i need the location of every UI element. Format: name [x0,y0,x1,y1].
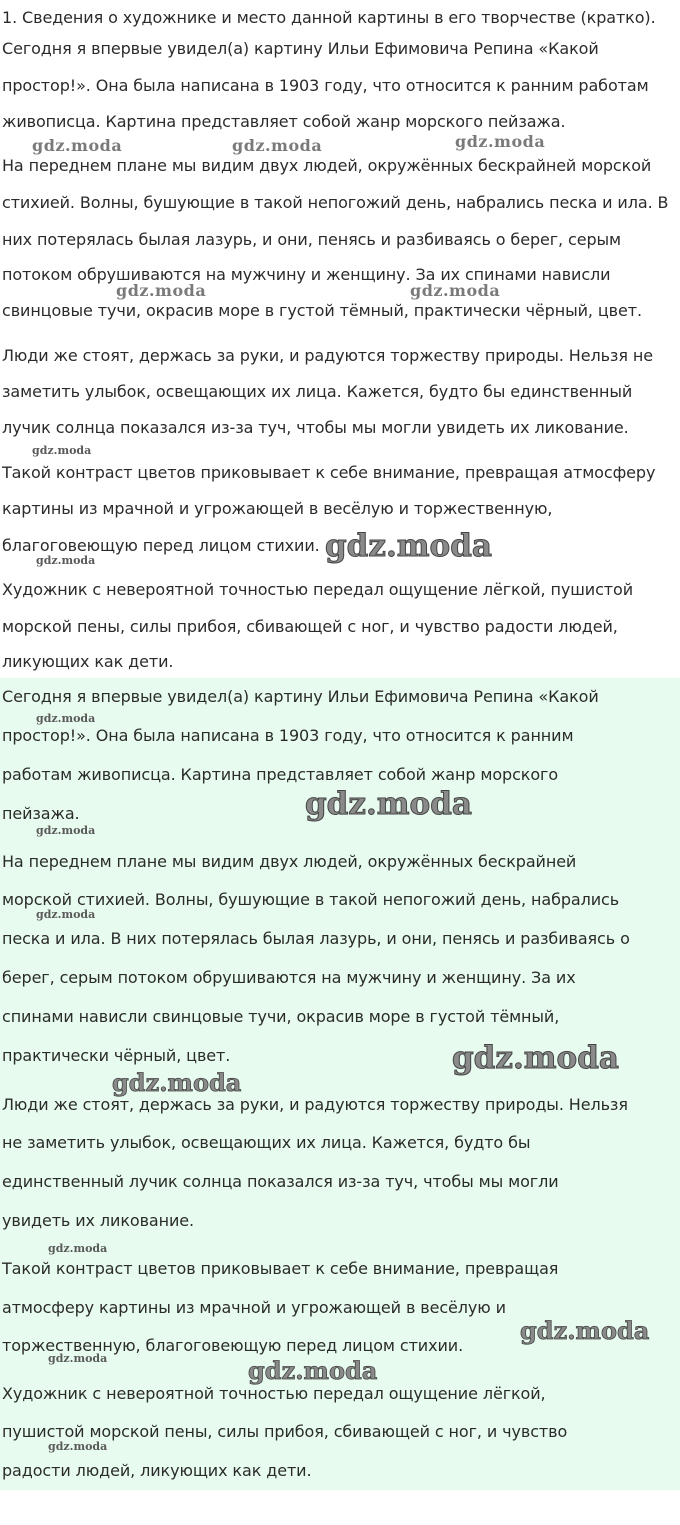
watermark: gdz.moda [32,444,92,457]
answer-line: На переднем плане мы видим двух людей, окружённых бескрайней морской [2,156,652,175]
watermark: gdz.moda [305,786,472,822]
watermark: gdz.moda [36,554,96,567]
highlighted-line: радости людей, ликующих как дети. [2,1461,312,1480]
answer-heading: 1. Сведения о художнике и место данной картины в его творчестве (кратко). [2,8,656,27]
answer-line: Сегодня я впервые увидел(а) картину Ильи Ефимовича Репина «Какой [2,39,599,58]
answer-line: ликующих как дети. [2,652,174,671]
highlighted-line: Художник с невероятной точностью передал ощущение лёгкой, [2,1384,546,1403]
highlighted-line: спинами нависли свинцовые тучи, окрасив море в густой тёмный, [2,1007,560,1026]
highlighted-line: пейзажа. [2,804,80,823]
highlighted-line: берег, серым потоком обрушиваются на мужчину и женщину. За их [2,968,576,987]
answer-line: живописца. Картина представляет собой жанр морского пейзажа. [2,112,566,131]
answer-line: них потерялась былая лазурь, и они, пенясь и разбиваясь о берег, серым [2,230,622,249]
watermark: gdz.moda [32,136,123,155]
highlighted-line: На переднем плане мы видим двух людей, окружённых бескрайней [2,852,577,871]
watermark: gdz.moda [48,1242,108,1255]
watermark: gdz.moda [36,908,96,921]
answer-line: Художник с невероятной точностью передал ощущение лёгкой, пушистой [2,580,633,599]
highlighted-line: работам живописца. Картина представляет собой жанр морского [2,765,559,784]
highlighted-line: торжественную, благоговеющую перед лицом стихии. [2,1336,464,1355]
answer-line: лучик солнца показался из-за туч, чтобы мы могли увидеть их ликование. [2,418,629,437]
answer-line: потоком обрушиваются на мужчину и женщину. За их спинами нависли [2,265,611,284]
watermark: gdz.moda [48,1352,108,1365]
watermark: gdz.moda [36,824,96,837]
highlighted-line: Такой контраст цветов приковывает к себе внимание, превращая [2,1259,559,1278]
highlighted-line: Люди же стоят, держась за руки, и радуются торжеству природы. Нельзя [2,1095,628,1114]
answer-line: заметить улыбок, освещающих их лица. Кажется, будто бы единственный [2,382,633,401]
watermark: gdz.moda [116,281,207,300]
watermark: gdz.moda [325,528,492,564]
highlighted-line: атмосферу картины из мрачной и угрожающей в весёлую и [2,1298,506,1317]
watermark: gdz.moda [520,1316,650,1345]
watermark: gdz.moda [452,1040,619,1076]
watermark: gdz.moda [248,1356,378,1385]
highlighted-line: не заметить улыбок, освещающих их лица. Кажется, будто бы [2,1133,531,1152]
highlighted-line: Сегодня я впервые увидел(а) картину Ильи Ефимовича Репина «Какой [2,687,599,706]
watermark: gdz.moda [112,1068,242,1097]
answer-line: Такой контраст цветов приковывает к себе внимание, превращая атмосферу [2,463,656,482]
watermark: gdz.moda [232,136,323,155]
highlighted-line: простор!». Она была написана в 1903 году, что относится к ранним [2,726,574,745]
highlighted-line: песка и ила. В них потерялась былая лазурь, и они, пенясь и разбиваясь о [2,929,630,948]
answer-block [0,0,680,678]
highlighted-line: практически чёрный, цвет. [2,1046,231,1065]
answer-line: Люди же стоят, держась за руки, и радуются торжеству природы. Нельзя не [2,346,653,365]
answer-line: картины из мрачной и угрожающей в весёлую и торжественную, [2,499,553,518]
watermark: gdz.moda [455,132,546,151]
highlighted-line: единственный лучик солнца показался из-за туч, чтобы мы могли [2,1172,559,1191]
answer-line: морской пены, силы прибоя, сбивающей с ног, и чувство радости людей, [2,617,618,636]
watermark: gdz.moda [410,281,501,300]
answer-line: стихией. Волны, бушующие в такой непогожий день, набрались песка и ила. В [2,193,669,212]
answer-line: благоговеющую перед лицом стихии. [2,536,320,555]
highlighted-line: увидеть их ликование. [2,1211,194,1230]
watermark: gdz.moda [48,1440,108,1453]
highlighted-answer-block [0,678,680,1490]
answer-line: простор!». Она была написана в 1903 году, что относится к ранним работам [2,76,649,95]
answer-line: свинцовые тучи, окрасив море в густой тёмный, практически чёрный, цвет. [2,301,642,320]
highlighted-line: морской стихией. Волны, бушующие в такой непогожий день, набрались [2,890,620,909]
watermark: gdz.moda [36,712,96,725]
highlighted-line: пушистой морской пены, силы прибоя, сбивающей с ног, и чувство [2,1422,568,1441]
